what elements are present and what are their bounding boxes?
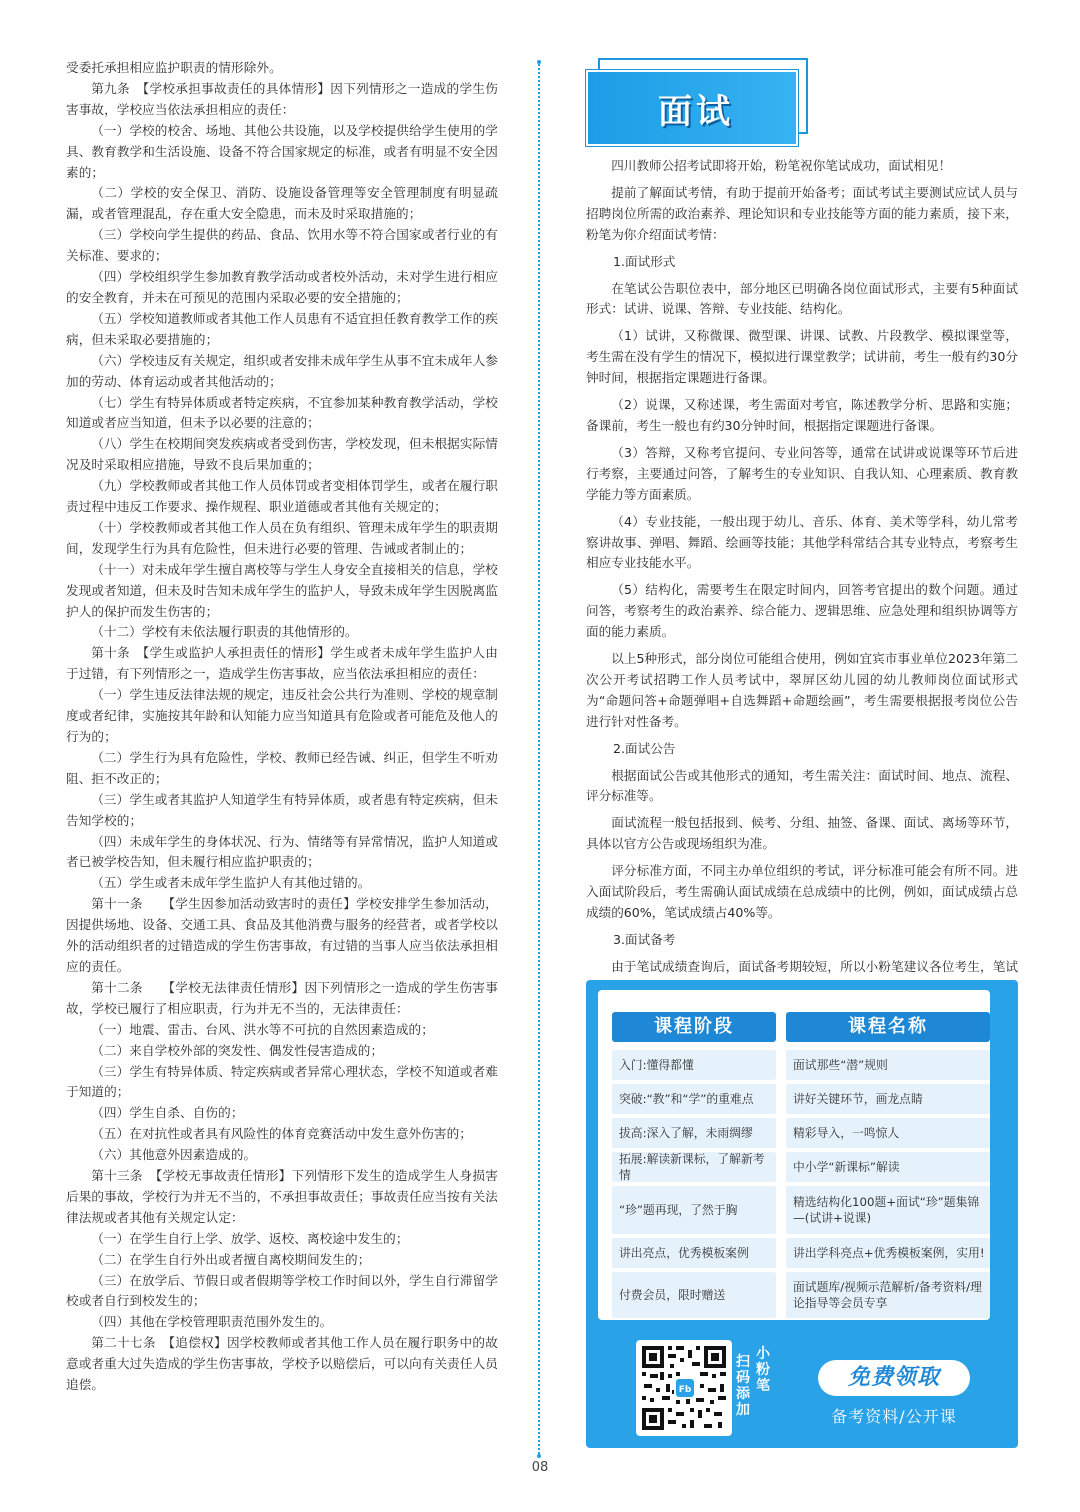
course-table bbox=[598, 990, 990, 1320]
course-name-cell: 中小学“新课标”解读 bbox=[786, 1152, 990, 1182]
scan-text-col2: 小粉笔 bbox=[756, 1346, 770, 1394]
paragraph: 第十二条 【学校无法律责任情形】因下列情形之一造成的学生伤害事故，学校已履行了相应职责，行为并无不当的，无法律责任： bbox=[66, 979, 498, 1016]
paragraph: （二）学校的安全保卫、消防、设施设备管理等安全管理制度有明显疏漏，或者管理混乱，存在重大安全隐患，而未及时采取措施的； bbox=[66, 185, 498, 222]
course-name-cell: 面试题库/视频示范解析/备考资料/理论指导等会员专享 bbox=[786, 1272, 990, 1318]
course-stage-cell: 拓展:解读新课标，了解新考情 bbox=[612, 1152, 776, 1182]
course-name-cell: 讲出学科亮点+优秀模板案例，实用! bbox=[786, 1238, 990, 1268]
paragraph: （七）学生有特异体质或者特定疾病，不宜参加某种教育教学活动，学校知道或者应当知道，但未予以必要的注意的； bbox=[66, 394, 498, 431]
course-stage-cell: 付费会员，限时赠送 bbox=[612, 1272, 776, 1318]
paragraph: 评分标准方面，不同主办单位组织的考试，评分标准可能会有所不同。进入面试阶段后，考生需确认面试成绩在总成绩中的比例，例如，面试成绩占总成绩的60%，笔试成绩占40%等。 bbox=[586, 863, 1018, 920]
page-number: 08 bbox=[531, 1460, 549, 1475]
free-claim-subtitle: 备考资料/公开课 bbox=[831, 1407, 957, 1426]
paragraph: 面试流程一般包括报到、候考、分组、抽签、备课、面试、离场等环节，具体以官方公告或现场组织为准。 bbox=[586, 815, 1018, 852]
course-stage-cell: 突破:“教”和“学”的重难点 bbox=[612, 1084, 776, 1114]
paragraph: 第十条 【学生或监护人承担责任的情形】学生或者未成年学生监护人由于过错，有下列情形之一，造成学生伤害事故，应当依法承担相应的责任： bbox=[66, 645, 498, 682]
course-name-cell: 讲好关键环节，画龙点睛 bbox=[786, 1084, 990, 1114]
paragraph: （二）来自学校外部的突发性、偶发性侵害造成的； bbox=[91, 1042, 384, 1058]
right-column-text bbox=[586, 156, 1018, 1020]
paragraph: （五）学校知道教师或者其他工作人员患有不适宜担任教育教学工作的疾病，但未采取必要措施的； bbox=[66, 310, 498, 347]
course-name-cell: 面试那些“潜”规则 bbox=[786, 1050, 990, 1080]
paragraph: （一）在学生自行上学、放学、返校、离校途中发生的； bbox=[91, 1230, 409, 1246]
subheading: 1.面试形式 bbox=[613, 253, 676, 269]
scan-text-col1: 扫码添加 bbox=[736, 1354, 750, 1418]
paragraph: （九）学校教师或者其他工作人员体罚或者变相体罚学生，或者在履行职责过程中违反工作要求、操作规程、职业道德或者其他有关规定的； bbox=[66, 478, 498, 515]
paragraph: 由于笔试成绩查询后，面试备考期较短，所以小粉笔建议各位考生，笔试 bbox=[611, 958, 1018, 974]
paragraph: （一）学校的校舍、场地、其他公共设施，以及学校提供给学生使用的学具、教育教学和生活设施、设备不符合国家规定的标准，或者有明显不安全因素的； bbox=[66, 122, 498, 180]
free-claim-button[interactable]: 免费领取 bbox=[818, 1360, 970, 1396]
intro-paragraph: 提前了解面试考情，有助于提前开始备考；面试考试主要测试应试人员与招聘岗位所需的政治素养、理论知识和专业技能等方面的能力素质，接下来，粉笔为你介绍面试考情： bbox=[586, 184, 1018, 242]
paragraph: 以上5种形式，部分岗位可能组合使用，例如宜宾市事业单位2023年第二次公开考试招聘工作人员考试中，翠屏区幼儿园的幼儿教师岗位面试形式为“命题问答+命题弹唱+自选舞蹈+命题绘画”，考生需要根据报考岗位公告进行针对性备考。 bbox=[586, 651, 1018, 729]
intro-paragraph: 四川教师公招考试即将开始，粉笔祝你笔试成功，面试相见！ bbox=[611, 158, 952, 173]
qr-code[interactable] bbox=[636, 1340, 732, 1436]
paragraph: （3）答辩，又称考官提问、专业问答等，通常在试讲或说课等环节后进行考察，主要通过问答，了解考生的专业知识、自我认知、心理素质、教育教学能力等方面素质。 bbox=[586, 444, 1018, 502]
paragraph: （三）学校向学生提供的药品、食品、饮用水等不符合国家或者行业的有关标准、要求的； bbox=[66, 227, 498, 264]
paragraph: （八）学生在校期间突发疾病或者受到伤害，学校发现，但未根据实际情况及时采取相应措施，导致不良后果加重的； bbox=[66, 436, 498, 473]
course-name-cell: 精选结构化100题+面试“珍”题集锦—(试讲+说课) bbox=[786, 1186, 990, 1234]
paragraph: （三）学生或者其监护人知道学生有特异体质，或者患有特定疾病，但未告知学校的； bbox=[66, 791, 498, 828]
course-stage-cell: 拔高:深入了解，未雨绸缪 bbox=[612, 1118, 776, 1148]
paragraph: （四）其他在学校管理职责范围外发生的。 bbox=[91, 1314, 333, 1330]
paragraph: 在笔试公告职位表中，部分地区已明确各岗位面试形式，主要有5种面试形式：试讲、说课、答辩、专业技能、结构化。 bbox=[586, 280, 1018, 317]
paragraph: 受委托承担相应监护职责的情形除外。 bbox=[66, 60, 282, 75]
scan-instruction bbox=[736, 1346, 776, 1430]
paragraph: （一）学生违反法律法规的规定，违反社会公共行为准则、学校的规章制度或者纪律，实施按其年龄和认知能力应当知道具有危险或者可能危及他人的行为的； bbox=[66, 687, 498, 744]
qr-code-icon bbox=[640, 1344, 728, 1432]
paragraph: （十一）对未成年学生擅自离校等与学生人身安全直接相关的信息，学校发现或者知道，但未及时告知未成年学生的监护人，导致未成年学生因脱离监护人的保护而发生伤害的； bbox=[66, 561, 498, 619]
paragraph: 第二十七条 【追偿权】因学校教师或者其他工作人员在履行职务中的故意或者重大过失造成的学生伤害事故，学校予以赔偿后，可以向有关责任人员追偿。 bbox=[66, 1335, 498, 1393]
paragraph: （六）其他意外因素造成的。 bbox=[91, 1147, 257, 1163]
subheading: 2.面试公告 bbox=[613, 740, 676, 756]
column-divider bbox=[538, 64, 540, 1454]
paragraph: （五）在对抗性或者具有风险性的体育竞赛活动中发生意外伤害的； bbox=[91, 1126, 472, 1142]
banner-plate bbox=[586, 70, 798, 146]
paragraph: （2）说课，又称述课，考生需面对考官，陈述教学分析、思路和实施；备课前，考生一般也有约30分钟时间，根据指定课题进行备课。 bbox=[586, 397, 1018, 433]
paragraph: （四）学校组织学生参加教育教学活动或者校外活动，未对学生进行相应的安全教育，并未在可预见的范围内采取必要的安全措施的； bbox=[66, 269, 498, 305]
paragraph: （5）结构化，需要考生在限定时间内，回答考官提出的数个问题。通过问答，考察考生的政治素养、综合能力、逻辑思维、应急处理和组织协调等方面的能力素质。 bbox=[586, 582, 1018, 640]
paragraph: （二）在学生自行外出或者擅自离校期间发生的； bbox=[91, 1251, 371, 1267]
paragraph: （四）学生自杀、自伤的； bbox=[91, 1105, 244, 1121]
left-column bbox=[66, 58, 498, 1396]
header-course-stage: 课程阶段 bbox=[612, 1012, 776, 1042]
paragraph: （十）学校教师或者其他工作人员在负有组织、管理未成年学生的职责期间，发现学生行为具有危险性，但未进行必要的管理、告诫或者制止的； bbox=[66, 519, 498, 556]
paragraph: （三）在放学后、节假日或者假期等学校工作时间以外，学生自行滞留学校或者自行到校发生的； bbox=[66, 1272, 498, 1309]
paragraph: （一）地震、雷击、台风、洪水等不可抗的自然因素造成的； bbox=[91, 1021, 434, 1037]
paragraph: （六）学校违反有关规定，组织或者安排未成年学生从事不宜未成年人参加的劳动、体育运动或者其他活动的； bbox=[66, 352, 498, 389]
section-title: 面试 bbox=[658, 92, 734, 132]
course-name-cell: 精彩导入，一鸣惊人 bbox=[786, 1118, 990, 1148]
paragraph: （十二）学校有未依法履行职责的其他情形的。 bbox=[91, 624, 358, 640]
paragraph: 第十一条 【学生因参加活动致害时的责任】学校安排学生参加活动，因提供场地、设备、交通工具、食品及其他消费与服务的经营者，或者学校以外的活动组织者的过错造成的学生伤害事故，有过错的当事人应当依法承担相应的责任。 bbox=[66, 896, 498, 974]
paragraph: （4）专业技能，一般出现于幼儿、音乐、体育、美术等学科，幼儿常考察讲故事、弹唱、舞蹈、绘画等技能；其他学科常结合其专业特点，考察考生相应专业技能水平。 bbox=[586, 513, 1018, 571]
paragraph: （五）学生或者未成年学生监护人有其他过错的。 bbox=[91, 875, 371, 891]
course-stage-cell: 入门:懂得都懂 bbox=[612, 1050, 776, 1080]
paragraph: （三）学生有特异体质、特定疾病或者异常心理状态，学校不知道或者难于知道的； bbox=[66, 1063, 498, 1100]
course-card bbox=[586, 980, 1018, 1448]
paragraph: 根据面试公告或其他形式的通知，考生需关注：面试时间、地点、流程、评分标准等。 bbox=[586, 767, 1018, 804]
section-banner bbox=[586, 58, 808, 146]
course-stage-cell: 讲出亮点，优秀模板案例 bbox=[612, 1238, 776, 1268]
subheading: 3.面试备考 bbox=[613, 931, 676, 947]
paragraph: 第九条 【学校承担事故责任的具体情形】因下列情形之一造成的学生伤害事故，学校应当依法承担相应的责任： bbox=[66, 80, 498, 117]
paragraph: 第十三条 【学校无事故责任情形】下列情形下发生的造成学生人身损害后果的事故，学校行为并无不当的，不承担事故责任；事故责任应当按有关法律法规或者其他有关规定认定： bbox=[66, 1168, 498, 1225]
paragraph: （二）学生行为具有危险性，学校、教师已经告诫、纠正，但学生不听劝阻、拒不改正的； bbox=[66, 749, 498, 786]
course-stage-cell: “珍”题再现，了然于胸 bbox=[612, 1186, 776, 1234]
paragraph: （四）未成年学生的身体状况、行为、情绪等有异常情况，监护人知道或者已被学校告知，但未履行相应监护职责的； bbox=[66, 833, 498, 870]
paragraph: （1）试讲，又称微课、微型课、讲课、试教、片段教学、模拟课堂等，考生需在没有学生的情况下，模拟进行课堂教学；试讲前，考生一般有约30分钟时间，根据指定课题进行备课。 bbox=[586, 328, 1018, 386]
header-course-name: 课程名称 bbox=[786, 1012, 990, 1042]
svg-text:Fb: Fb bbox=[678, 1385, 692, 1395]
